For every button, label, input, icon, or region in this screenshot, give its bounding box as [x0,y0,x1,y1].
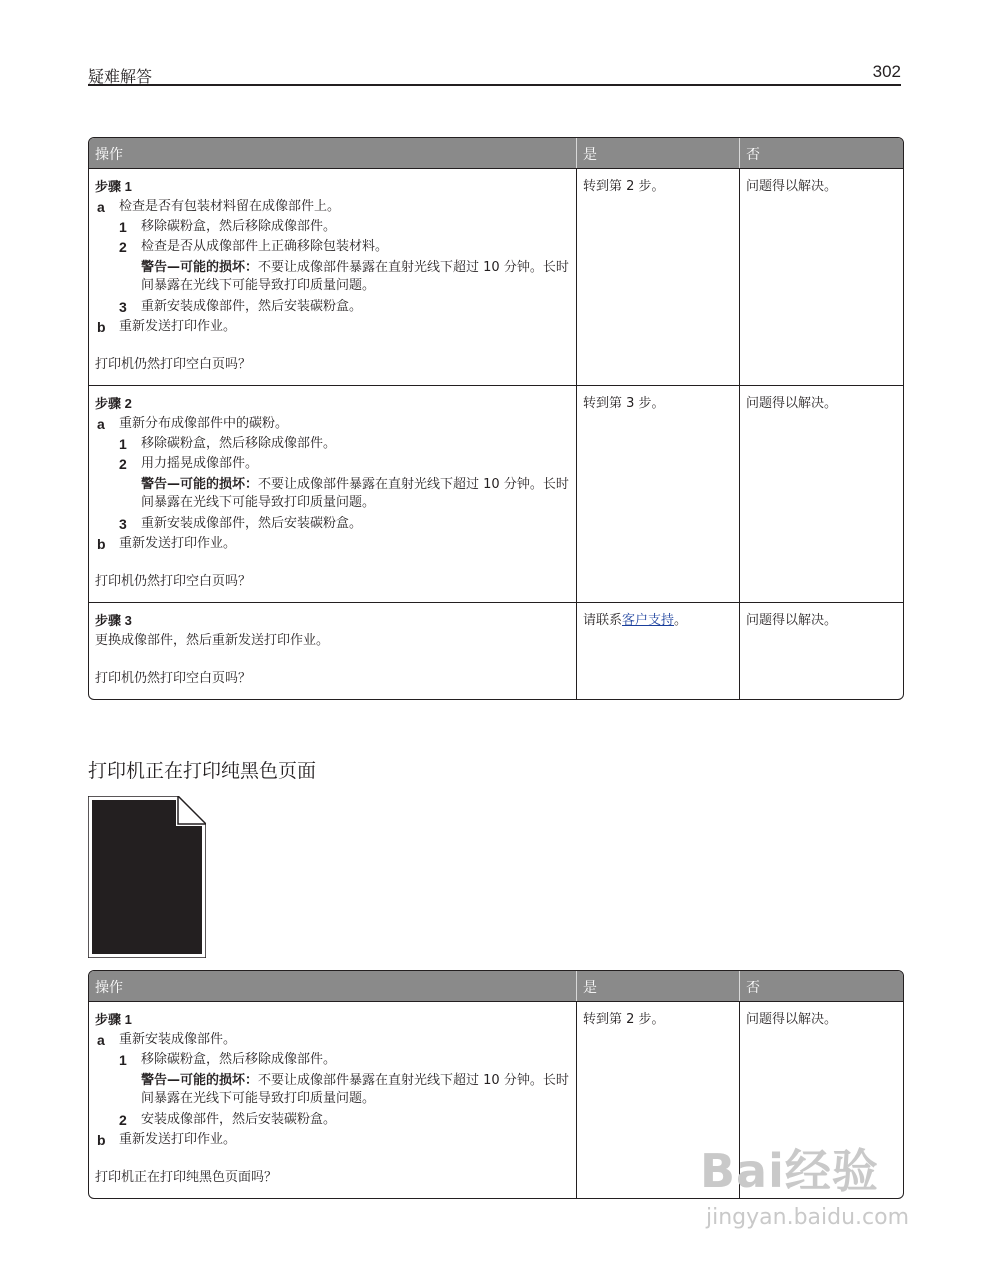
step-question: 打印机仍然打印空白页吗？ [95,574,252,589]
action-cell [89,168,576,385]
column-header-no: 否 [739,138,903,168]
warning-note: 警告—可能的损坏：不要让成像部件暴露在直射光线下超过 10 分钟。长时间暴露在光线下可能导致打印质量问题。 [141,477,569,510]
page-title: 疑难解答 [88,67,153,86]
substep-b: b 重新发送打印作业。 [97,319,237,335]
action-cell [89,385,576,602]
substep-1: 1 移除碳粉盒，然后移除成像部件。 [119,1052,337,1068]
action-cell [89,602,576,699]
no-cell: 问题得以解决。 [739,385,903,602]
step-question: 打印机仍然打印空白页吗？ [95,671,252,686]
watermark-brand: Bai经验 [700,1144,879,1198]
yes-cell: 转到第 2 步。 [576,1001,739,1198]
step-text: 更换成像部件，然后重新发送打印作业。 [95,633,330,648]
step-title: 步骤 1 [95,179,132,194]
substep-a: a 重新安装成像部件。 [97,1032,237,1048]
no-cell: 问题得以解决。 [739,1001,903,1198]
substep-1: 1 移除碳粉盒，然后移除成像部件。 [119,436,337,452]
warning-note: 警告—可能的损坏：不要让成像部件暴露在直射光线下超过 10 分钟。长时间暴露在光线下可能导致打印质量问题。 [141,1073,569,1106]
column-header-no: 否 [739,971,903,1001]
table-row [89,385,903,602]
step-title: 步骤 3 [95,613,132,628]
substep-3: 3 重新安装成像部件，然后安装碳粉盒。 [119,299,363,315]
action-cell [89,1001,576,1198]
yes-cell: 转到第 3 步。 [576,385,739,602]
table-row [89,602,903,699]
no-cell: 问题得以解决。 [739,168,903,385]
step-question: 打印机仍然打印空白页吗？ [95,357,252,372]
table-header-row [89,138,903,168]
step-question: 打印机正在打印纯黑色页面吗？ [95,1170,278,1185]
column-header-yes: 是 [576,138,739,168]
substep-1: 1 移除碳粉盒，然后移除成像部件。 [119,219,337,235]
page-number: 302 [872,62,901,81]
section-heading: 打印机正在打印纯黑色页面 [88,760,317,782]
substep-b: b 重新发送打印作业。 [97,1132,237,1148]
substep-2: 2 检查是否从成像部件上正确移除包装材料。 [119,239,389,255]
yes-cell: 转到第 2 步。 [576,168,739,385]
no-cell: 问题得以解决。 [739,602,903,699]
black-page-illustration-icon [88,796,206,958]
step-title: 步骤 2 [95,396,132,411]
watermark [700,1135,909,1230]
substep-a: a 检查是否有包装材料留在成像部件上。 [97,199,341,215]
column-header-action: 操作 [89,138,576,168]
substep-a: a 重新分布成像部件中的碳粉。 [97,416,289,432]
yes-cell: 请联系客户支持。 [576,602,739,699]
substep-3: 3 重新安装成像部件，然后安装碳粉盒。 [119,516,363,532]
substep-b: b 重新发送打印作业。 [97,536,237,552]
substep-2: 2 安装成像部件，然后安装碳粉盒。 [119,1112,337,1128]
customer-support-link[interactable]: 客户支持 [622,613,675,628]
table-header-row [89,971,903,1001]
page-header [88,62,901,86]
column-header-yes: 是 [576,971,739,1001]
watermark-site: jingyan.baidu.com [706,1205,910,1230]
substep-2: 2 用力摇晃成像部件。 [119,456,259,472]
table-row [89,168,903,385]
troubleshoot-table-blank-pages [88,137,904,700]
step-title: 步骤 1 [95,1012,132,1027]
column-header-action: 操作 [89,971,576,1001]
warning-note: 警告—可能的损坏：不要让成像部件暴露在直射光线下超过 10 分钟。长时间暴露在光线下可能导致打印质量问题。 [141,260,569,293]
